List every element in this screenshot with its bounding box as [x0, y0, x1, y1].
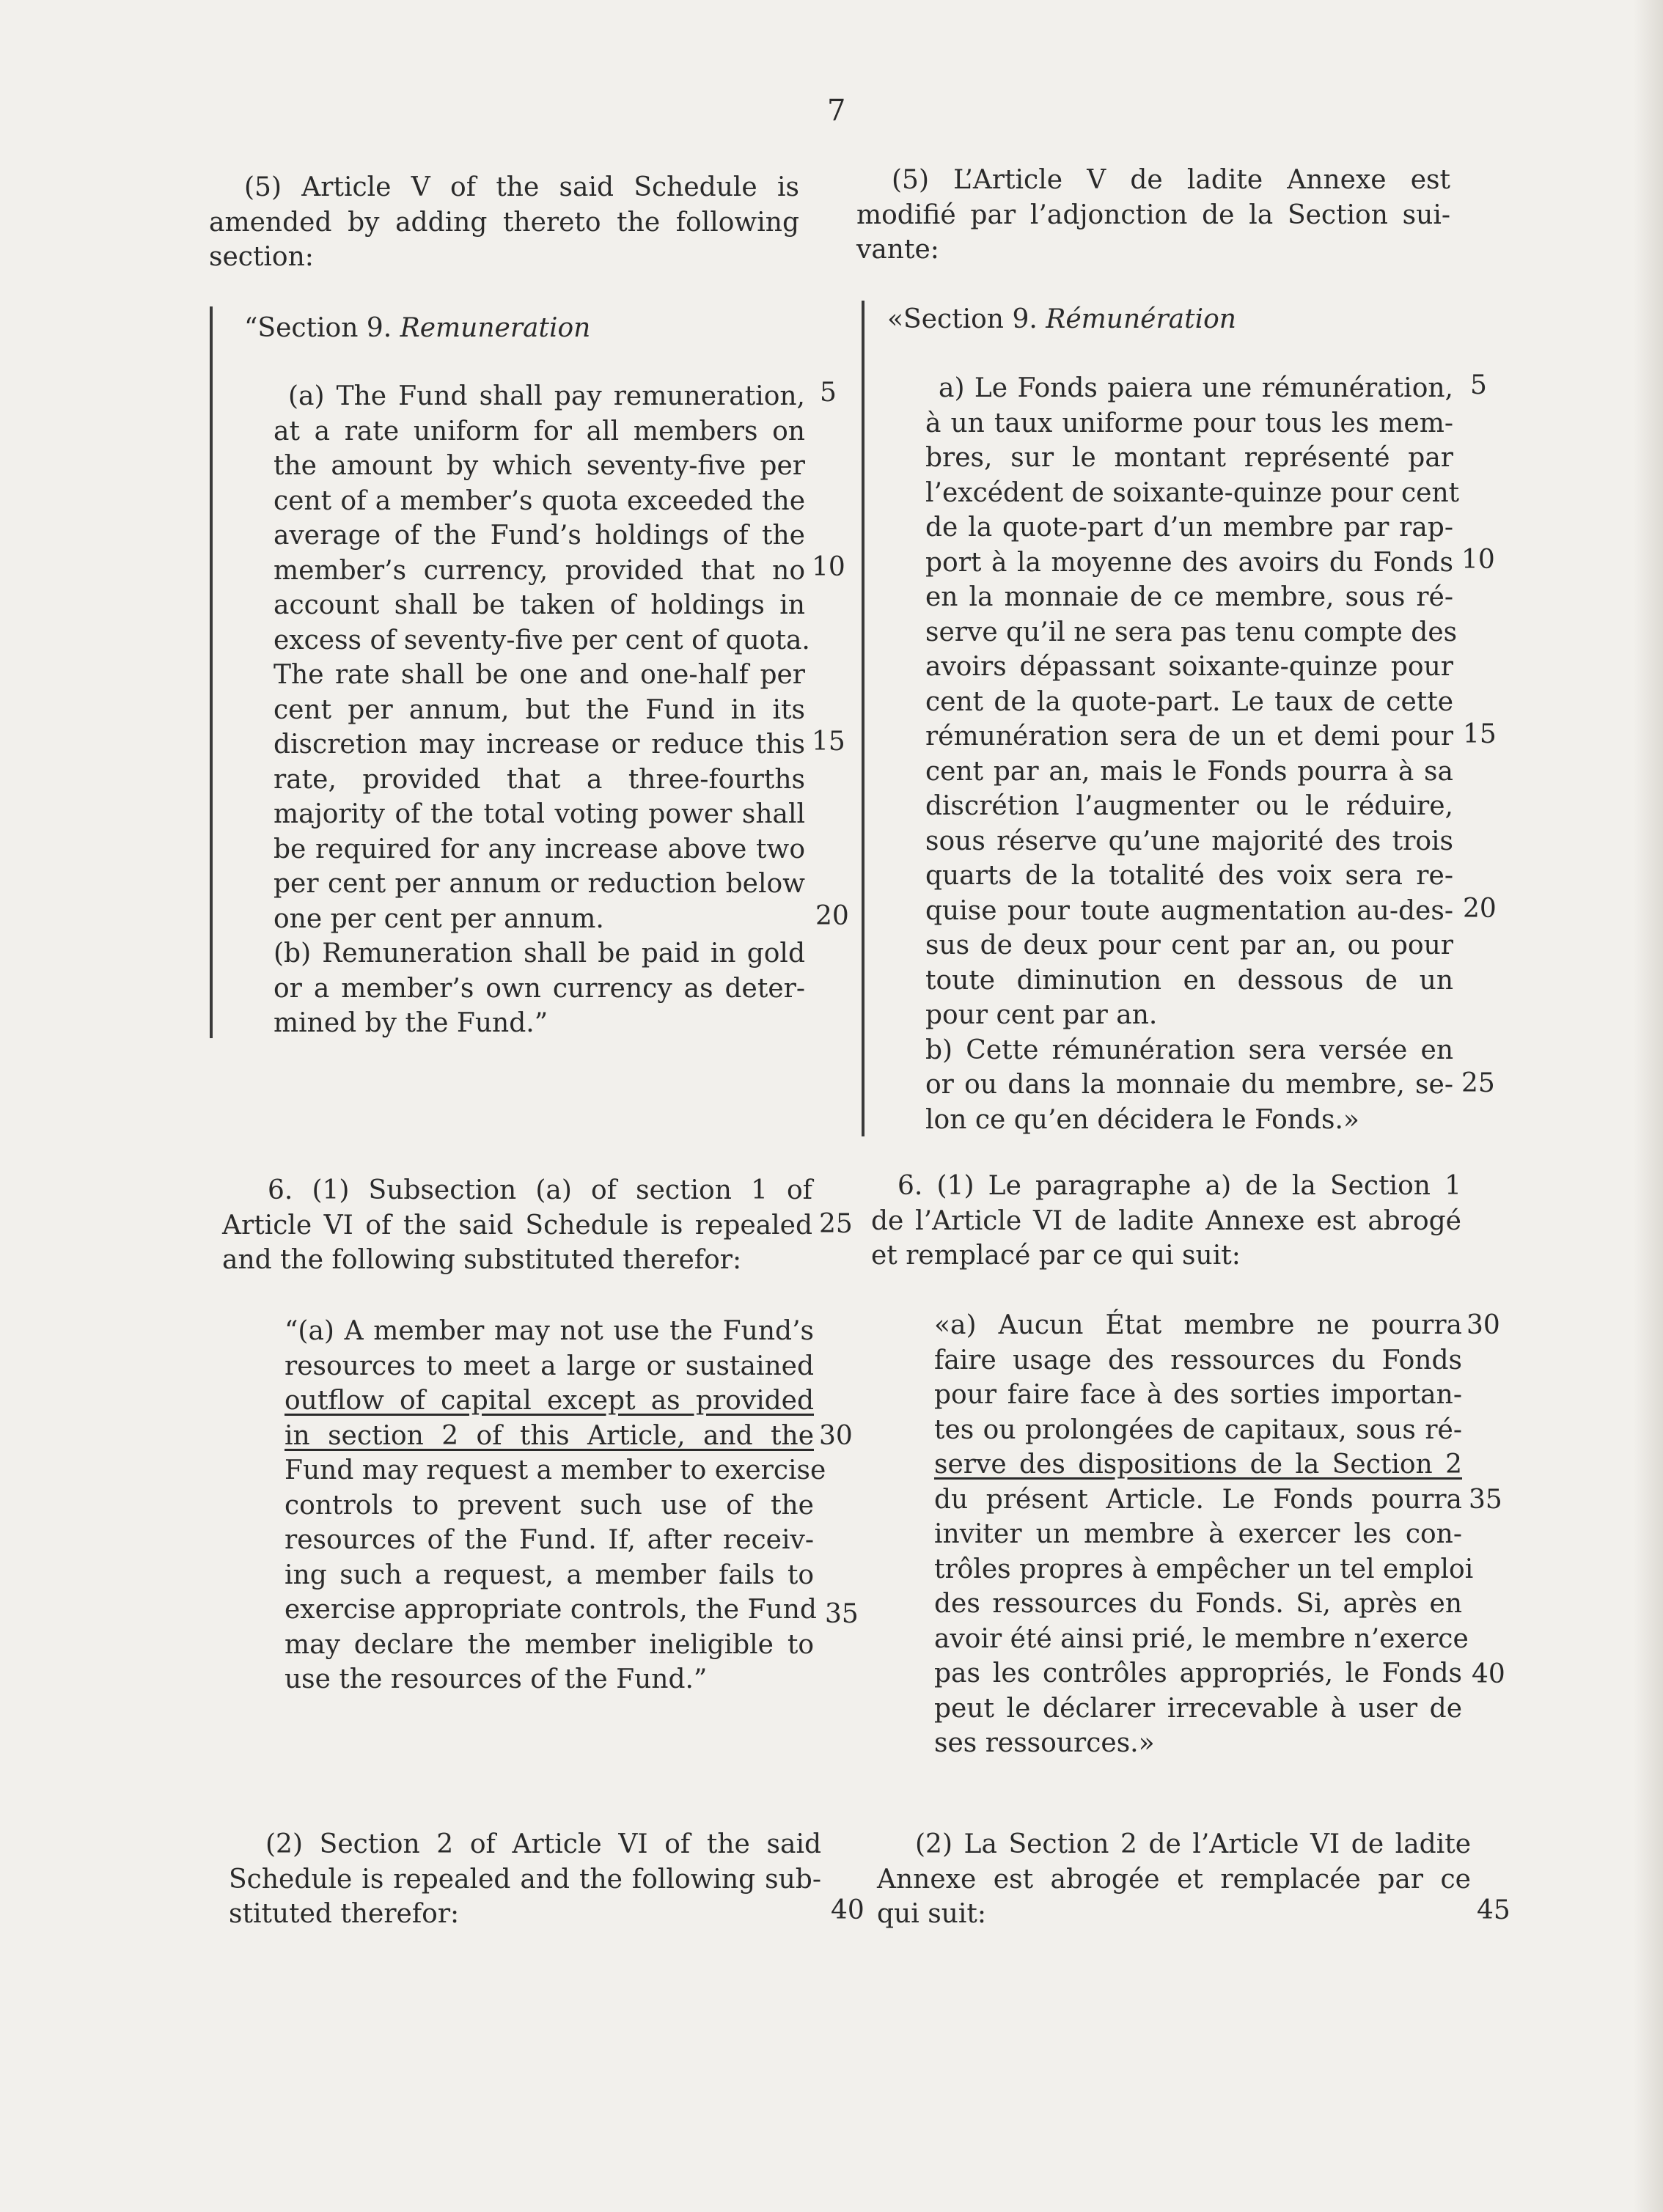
text-line: cent de la quote-part. Le taux de cette: [925, 686, 1453, 717]
text-line: (2) La Section 2 de l’Article VI de ladite: [915, 1829, 1471, 1859]
text-line: quarts de la totalité des voix sera re-: [925, 861, 1453, 891]
text-line: a) Le Fonds paiera une rémunération,: [939, 373, 1453, 403]
text-line: faire usage des ressources du Fonds: [934, 1345, 1462, 1375]
text-line: bres, sur le montant représenté par: [925, 443, 1453, 473]
text-line: inviter un membre à exercer les con-: [934, 1519, 1462, 1549]
line-number: 25: [819, 1209, 853, 1239]
text-line: Fund may request a member to exercise: [284, 1455, 826, 1485]
text-line: sous réserve qu’une majorité des trois: [925, 826, 1453, 856]
text-line-underlined: outflow of capital except as provided: [284, 1386, 814, 1416]
text-line: rémunération sera de un et demi pour: [925, 721, 1453, 752]
text-line: pour faire face à des sorties importan-: [934, 1380, 1462, 1410]
text-line: b) Cette rémunération sera versée en: [925, 1035, 1453, 1065]
en-sec6-intro: [222, 1173, 812, 1278]
text-line: modifié par l’adjonction de la Section sui-: [856, 199, 1450, 230]
text-line-underlined: in section 2 of this Article, and the: [284, 1420, 814, 1451]
fr-section9-body: [925, 371, 1460, 1137]
text-line: (2) Section 2 of Article VI of the said: [265, 1829, 821, 1859]
line-number: 15: [812, 727, 845, 757]
text-line: avoir été ainsi prié, le membre n’exerce: [934, 1623, 1469, 1654]
en-section9-heading: [244, 311, 590, 346]
text-line: (5) Article V of the said Schedule is: [244, 172, 799, 202]
text-line: account shall be taken of holdings in: [274, 590, 805, 620]
line-number: 25: [1461, 1068, 1495, 1098]
line-number: 15: [1463, 719, 1497, 749]
text-line: per cent per annum or reduction below: [274, 869, 805, 899]
line-number: 30: [1466, 1310, 1500, 1340]
text-line: trôles propres à empêcher un tel emploi: [934, 1554, 1474, 1584]
text-line: cent per annum, but the Fund in its: [274, 694, 805, 725]
text-line: controls to prevent such use of the: [284, 1490, 814, 1521]
text-line: (b) Remuneration shall be paid in gold: [274, 938, 805, 969]
text-line: à un taux uniforme pour tous les mem-: [925, 408, 1453, 438]
text-line: qui suit:: [877, 1899, 986, 1929]
text-line: 6. (1) Subsection (a) of section 1 of: [268, 1175, 812, 1205]
text-line: The rate shall be one and one-half per: [274, 660, 805, 690]
text-line: discretion may increase or reduce this: [274, 730, 805, 760]
text-line: de l’Article VI de ladite Annexe est abrogé: [871, 1205, 1461, 1236]
text-line: ses ressources.»: [934, 1728, 1155, 1758]
text-line: amended by adding thereto the following: [209, 207, 799, 238]
text-line: resources of the Fund. If, after receiv-: [284, 1525, 814, 1555]
line-number: 20: [1463, 894, 1497, 924]
text-line: mined by the Fund.”: [274, 1008, 548, 1038]
text-line: ing such a request, a member fails to: [284, 1559, 814, 1590]
text-line: and the following substituted therefor:: [222, 1245, 742, 1275]
text-line: vante:: [856, 235, 939, 265]
text-line: Schedule is repealed and the following sub-: [229, 1864, 821, 1895]
text-line: at a rate uniform for all members on: [274, 416, 805, 447]
text-line: 6. (1) Le paragraphe a) de la Section 1: [897, 1171, 1461, 1201]
fr-section9-heading: [887, 302, 1236, 337]
line-number: 35: [825, 1599, 859, 1629]
text-line: peut le déclarer irrecevable à user de: [934, 1693, 1462, 1724]
text-line: en la monnaie de ce membre, sous ré-: [925, 582, 1453, 612]
text-line: or ou dans la monnaie du membre, se-: [925, 1070, 1453, 1100]
text-line: «a) Aucun État membre ne pourra: [934, 1310, 1462, 1340]
text-line: (a) The Fund shall pay remuneration,: [288, 381, 805, 411]
text-line: cent of a member’s quota exceeded the: [274, 485, 805, 516]
text-line: may declare the member ineligible to: [284, 1629, 814, 1660]
section-title: Remuneration: [400, 313, 591, 343]
text-line: discrétion l’augmenter ou le réduire,: [925, 791, 1453, 821]
text-line: (5) L’Article V de ladite Annexe est: [892, 165, 1450, 195]
section-title: Rémunération: [1046, 304, 1236, 334]
fr-sec6-2: [877, 1827, 1471, 1932]
line-number: 30: [819, 1421, 853, 1451]
text-line: stituted therefor:: [229, 1899, 460, 1929]
line-number: 5: [1470, 370, 1487, 400]
text-line: pour cent par an.: [925, 1000, 1158, 1030]
en-margin-rule: [210, 306, 213, 1038]
line-number: 10: [1461, 545, 1495, 575]
text-line: average of the Fund’s holdings of the: [274, 521, 805, 551]
text-line: or a member’s own currency as deter-: [274, 973, 805, 1004]
section-label: «Section 9.: [887, 304, 1038, 334]
en-sec5-intro: [209, 170, 799, 275]
fr-sec5-intro: [856, 163, 1450, 268]
en-sec6-2: [229, 1827, 821, 1932]
text-line: use the resources of the Fund.”: [284, 1664, 708, 1694]
text-line: cent par an, mais le Fonds pourra à sa: [925, 756, 1453, 787]
text-line: Annexe est abrogée et remplacée par ce: [877, 1864, 1471, 1895]
text-line: “(a) A member may not use the Fund’s: [284, 1316, 814, 1346]
text-line: the amount by which seventy-five per: [274, 451, 805, 481]
en-section9-body: [274, 379, 810, 1041]
en-sec6-a-body: [284, 1314, 826, 1697]
text-line: de la quote-part d’un membre par rap-: [925, 512, 1453, 543]
text-line: avoirs dépassant soixante-quinze pour: [925, 652, 1453, 682]
text-line: Article VI of the said Schedule is repealed: [222, 1210, 812, 1241]
text-line: majority of the total voting power shall: [274, 799, 805, 829]
page-edge-shadow: [1634, 0, 1663, 2212]
line-number: 5: [820, 378, 837, 408]
text-line: one per cent per annum.: [274, 903, 604, 934]
text-line: excess of seventy-five per cent of quota.: [274, 625, 810, 655]
text-line: l’excédent de soixante-quinze pour cent: [925, 477, 1460, 508]
text-line: pas les contrôles appropriés, le Fonds: [934, 1658, 1462, 1689]
line-number: 10: [812, 552, 845, 582]
text-line: be required for any increase above two: [274, 834, 805, 864]
text-line: tes ou prolongées de capitaux, sous ré-: [934, 1414, 1462, 1445]
text-line: port à la moyenne des avoirs du Fonds: [925, 547, 1453, 578]
text-line: des ressources du Fonds. Si, après en: [934, 1589, 1462, 1619]
text-line: du présent Article. Le Fonds pourra: [934, 1484, 1462, 1515]
text-line: toute diminution en dessous de un: [925, 965, 1453, 996]
text-line: rate, provided that a three-fourths: [274, 764, 805, 795]
fr-sec6-a-body: [934, 1308, 1474, 1761]
text-line: sus de deux pour cent par an, ou pour: [925, 930, 1453, 960]
fr-margin-rule: [862, 301, 864, 1136]
section-label: “Section 9.: [244, 313, 392, 343]
text-line: member’s currency, provided that no: [274, 555, 805, 586]
line-number: 20: [815, 901, 849, 931]
text-line: et remplacé par ce qui suit:: [871, 1241, 1241, 1271]
text-line: lon ce qu’en décidera le Fonds.»: [925, 1104, 1359, 1135]
page-number: 7: [827, 94, 846, 128]
text-line: resources to meet a large or sustained: [284, 1351, 814, 1381]
text-line: section:: [209, 242, 314, 272]
text-line-underlined: serve des dispositions de la Section 2: [934, 1449, 1462, 1480]
line-number: 40: [1472, 1659, 1505, 1689]
text-line: serve qu’il ne sera pas tenu compte des: [925, 617, 1458, 647]
fr-sec6-intro: [871, 1169, 1461, 1274]
line-number: 40: [831, 1895, 864, 1925]
text-line: exercise appropriate controls, the Fund: [284, 1595, 817, 1625]
text-line: quise pour toute augmentation au-des-: [925, 895, 1453, 926]
line-number: 45: [1477, 1895, 1510, 1925]
line-number: 35: [1469, 1485, 1502, 1515]
